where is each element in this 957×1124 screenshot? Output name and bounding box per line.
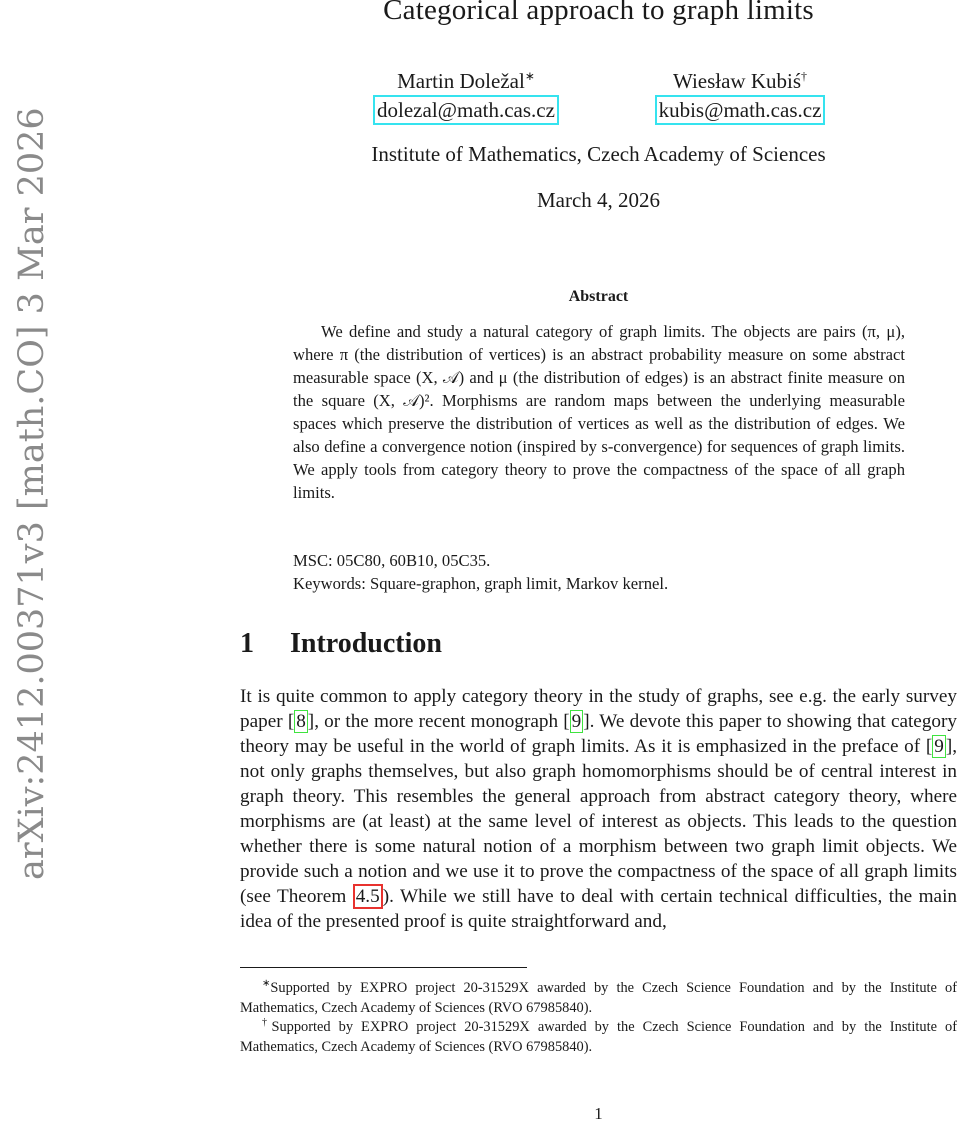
author-2	[637, 62, 843, 125]
arxiv-id-text: arXiv:2412.00371v3 [math.CO] 3 Mar 2026	[12, 107, 52, 880]
author-1	[355, 62, 577, 125]
footnote-2-text: Supported by EXPRO project 20-31529X awarded by the Czech Science Foundation and by the Institute of Mathematics, Czech Academy of Sciences (RVO 67985840).	[240, 1018, 957, 1055]
classification-block	[293, 549, 905, 595]
author-2-name-line	[637, 62, 843, 95]
intro-text-2: , or the more recent monograph	[314, 711, 564, 732]
citation-link-9-second[interactable]: 9	[934, 736, 944, 757]
footnote-2	[240, 1013, 957, 1057]
footnote-1-text: Supported by EXPRO project 20-31529X awarded by the Czech Science Foundation and by the Institute of Mathematics, Czech Academy of Sciences (RVO 67985840).	[240, 979, 957, 1016]
author-2-mark: †	[801, 69, 808, 83]
intro-paragraph: It is quite common to apply category theory in the study of graphs, see e.g. the early survey paper [ 8 ], or the more recent monograph [ 9 ]. We devote this paper to showing that category theory may be useful in the world of graph limits. As it is emphasized in the preface of [ 9 ], not only graphs themselves, but also graph homomorphisms should be of central interest in graph theory. This resembles the general approach from abstract category theory, where morphisms are (at least) at the same level of interest as objects. This leads to the question whether there is some natural notion of a morphism between two graph limit objects. We provide such a notion and we use it to prove the compactness of the space of all graph limits (see Theorem 4.5 ). While we still have to deal with certain technical difficulties, the main idea of the presented proof is quite straightforward and,	[240, 686, 957, 932]
citation-link-9[interactable]: 9	[571, 711, 582, 732]
author-2-name: Wiesław Kubiś	[672, 69, 802, 93]
section-heading	[240, 628, 442, 660]
theorem-reference-link[interactable]: 4.5	[353, 884, 383, 909]
footnote-1	[240, 974, 957, 1018]
author-1-name: Martin Doležal	[397, 69, 525, 93]
section-title: Introduction	[290, 628, 442, 659]
author-2-email-link[interactable]: kubis@math.cas.cz	[655, 95, 826, 125]
author-1-email-link[interactable]: dolezal@math.cas.cz	[373, 95, 559, 125]
intro-text-3: . We devote this paper to showing that category theory may be useful in the world of graph limits. As it is emphasized in the preface of	[240, 711, 957, 757]
author-1-name-line	[355, 62, 577, 95]
intro-text-5: ). While we still have to deal with certain technical difficulties, the main idea of the presented proof is quite straightforward and,	[240, 886, 957, 932]
page-number: 1	[594, 1104, 603, 1123]
intro-text-4: , not only graphs themselves, but also graph homomorphisms should be of central interest in graph theory. This resembles the general approach from abstract category theory, where morphisms are (at least) at the same level of interest as objects. This leads to the question whether there is some natural notion of a morphism between two graph limit objects. We provide such a notion and we use it to prove the compactness of the space of all graph limits (see Theorem	[240, 736, 957, 907]
abstract-heading: Abstract	[568, 288, 629, 305]
paper-date: March 4, 2026	[536, 188, 661, 212]
abstract-text: We define and study a natural category of graph limits. The objects are pairs (π, μ), where π (the distribution of vertices) is an abstract probability measure on some abstract measurable space (X, 𝒜) and μ (the distribution of edges) is an abstract finite measure on the square (X, 𝒜)². Morphisms are random maps between the underlying measurable spaces which preserve the distribution of vertices as well as the distribution of edges. We also define a convergence notion (inspired by s-convergence) for sequences of graph limits. We apply tools from category theory to prove the compactness of the space of all graph limits.	[293, 322, 905, 502]
section-number: 1	[240, 628, 254, 659]
citation-link-8[interactable]: 8	[296, 711, 306, 732]
footnote-divider	[240, 967, 527, 968]
footnote-1-mark: ∗	[262, 978, 271, 989]
footnote-2-mark: †	[262, 1017, 272, 1028]
keywords-line: Keywords: Square-graphon, graph limit, Markov kernel.	[293, 574, 669, 593]
msc-line: MSC: 05C80, 60B10, 05C35.	[293, 551, 491, 570]
paper-title: Categorical approach to graph limits	[383, 0, 814, 26]
affiliation: Institute of Mathematics, Czech Academy of Sciences	[371, 142, 826, 166]
author-1-mark: ∗	[524, 69, 535, 83]
intro-text-1: It is quite common to apply category theory in the study of graphs, see e.g. the early survey paper	[240, 686, 957, 732]
